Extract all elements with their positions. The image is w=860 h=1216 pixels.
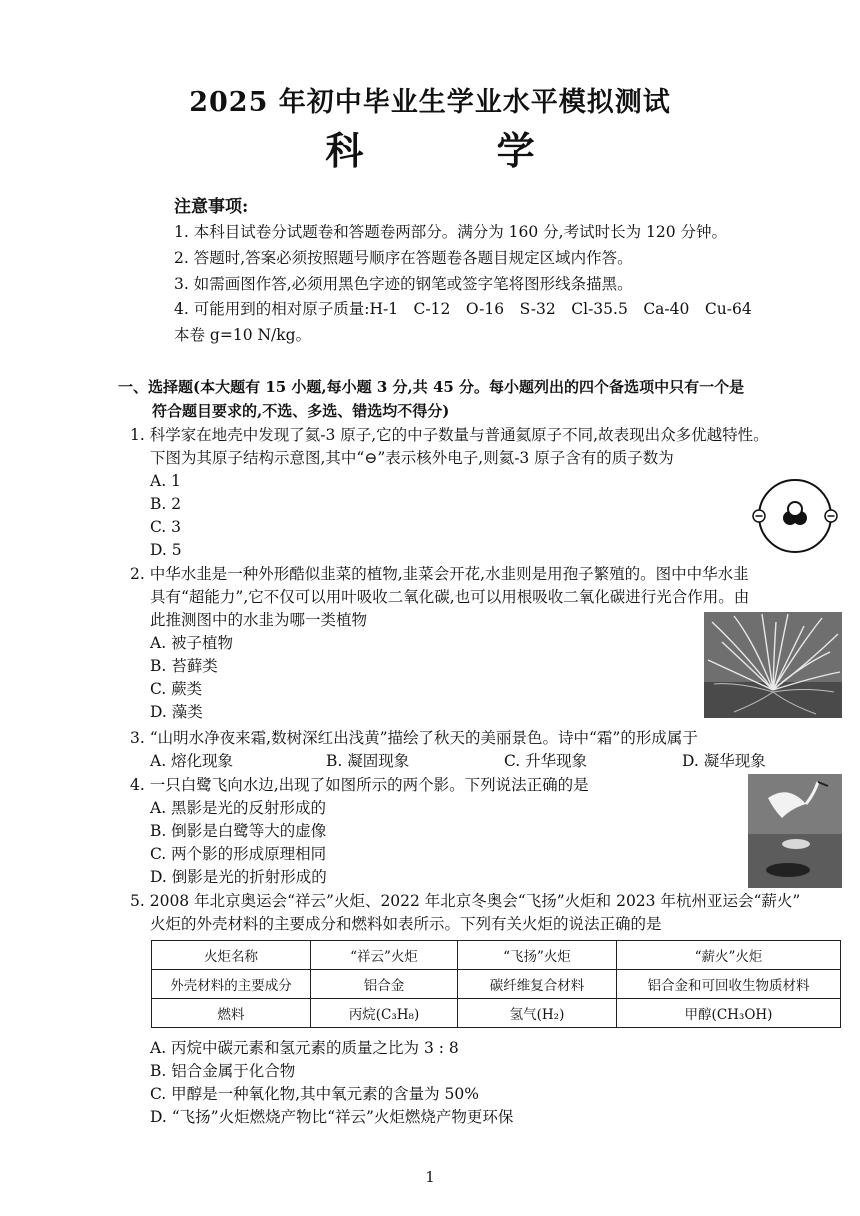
q3-stem: 3. “山明水净夜来霜,数树深红出浅黄”描绘了秋天的美丽景色。诗中“霜”的形成属于 [130, 729, 698, 747]
subject-title: 科 学 [325, 128, 595, 173]
torch-table [151, 940, 841, 1028]
q2-option-c: C. 蕨类 [150, 680, 203, 698]
q2-stem-line1: 2. 中华水韭是一种外形酷似韭菜的植物,韭菜会开花,水韭则是用孢子繁殖的。图中中华水韭 [130, 565, 749, 583]
electron-right-icon [825, 510, 837, 522]
table-row [152, 999, 841, 1028]
q2-option-b: B. 苔藓类 [150, 657, 218, 675]
q1-stem-line1: 1. 科学家在地壳中发现了氦-3 原子,它的中子数量与普通氦原子不同,故表现出众多优越特性。 [130, 426, 769, 444]
notice-item-4: 4. 可能用到的相对原子质量:H-1 C-12 O-16 S-32 Cl-35.5 Ca-40 Cu-64 [174, 300, 752, 318]
table-cell: 火炬名称 [152, 941, 311, 970]
page-number: 1 [425, 1168, 435, 1186]
notice-item-2: 2. 答题时,答案必须按照题号顺序在答题卷各题目规定区域内作答。 [174, 249, 633, 267]
q5-stem-line2: 火炬的外壳材料的主要成分和燃料如表所示。下列有关火炬的说法正确的是 [150, 915, 662, 933]
q2-stem-line2: 具有“超能力”,它不仅可以用叶吸收二氧化碳,也可以用根吸收二氧化碳进行光合作用。由 [150, 588, 750, 606]
notice-heading: 注意事项: [174, 197, 249, 217]
q1-stem-line2: 下图为其原子结构示意图,其中“⊖”表示核外电子,则氦-3 原子含有的质子数为 [150, 449, 674, 467]
q4-option-c: C. 两个影的形成原理相同 [150, 845, 327, 863]
q1-option-c: C. 3 [150, 518, 182, 536]
q3-option-b: B. 凝固现象 [326, 752, 410, 770]
q4-option-b: B. 倒影是白鹭等大的虚像 [150, 822, 327, 840]
q5-option-c: C. 甲醇是一种氧化物,其中氧元素的含量为 50% [150, 1085, 479, 1103]
table-cell: 铝合金和可回收生物质材料 [617, 970, 841, 999]
q3-option-a: A. 熔化现象 [150, 752, 234, 770]
q1-option-a: A. 1 [150, 472, 181, 490]
table-cell: 碳纤维复合材料 [458, 970, 617, 999]
q2-option-a: A. 被子植物 [150, 634, 234, 652]
q2-option-d: D. 藻类 [150, 703, 203, 721]
table-cell: “祥云”火炬 [311, 941, 458, 970]
table-row [152, 941, 841, 970]
table-cell: “薪火”火炬 [617, 941, 841, 970]
table-cell: “飞扬”火炬 [458, 941, 617, 970]
q1-option-b: B. 2 [150, 495, 182, 513]
q5-option-b: B. 铝合金属于化合物 [150, 1062, 296, 1080]
water-quillwort-photo [704, 612, 842, 718]
section-heading-line1: 一、选择题(本大题有 15 小题,每小题 3 分,共 45 分。每小题列出的四个备选项中只有一个是 [118, 378, 745, 396]
table-cell: 铝合金 [311, 970, 458, 999]
table-cell: 丙烷(C₃H₈) [311, 999, 458, 1028]
q3-option-c: C. 升华现象 [504, 752, 588, 770]
egret-photo [748, 774, 842, 888]
q4-option-a: A. 黑影是光的反射形成的 [150, 799, 327, 817]
table-cell: 甲醇(CH₃OH) [617, 999, 841, 1028]
table-cell: 燃料 [152, 999, 311, 1028]
electron-left-icon [753, 510, 765, 522]
atom-structure-diagram [750, 476, 840, 556]
notice-item-3: 3. 如需画图作答,必须用黑色字迹的钢笔或签字笔将图形线条描黑。 [174, 275, 633, 293]
q3-option-d: D. 凝华现象 [682, 752, 766, 770]
notice-item-1: 1. 本科目试卷分试题卷和答题卷两部分。满分为 160 分,考试时长为 120 分钟。 [174, 223, 728, 241]
q4-option-d: D. 倒影是光的折射形成的 [150, 868, 327, 886]
exam-title: 2025 年初中毕业生学业水平模拟测试 [189, 87, 671, 118]
q5-option-d: D. “飞扬”火炬燃烧产物比“祥云”火炬燃烧产物更环保 [150, 1108, 514, 1126]
notice-item-5: 本卷 g=10 N/kg。 [174, 326, 312, 344]
q4-stem: 4. 一只白鹭飞向水边,出现了如图所示的两个影。下列说法正确的是 [130, 776, 589, 794]
q5-option-a: A. 丙烷中碳元素和氢元素的质量之比为 3 : 8 [150, 1039, 459, 1057]
q2-stem-line3: 此推测图中的水韭为哪一类植物 [150, 611, 368, 629]
nucleus-particle-3 [788, 502, 802, 516]
table-row [152, 970, 841, 999]
q5-stem-line1: 5. 2008 年北京奥运会“祥云”火炬、2022 年北京冬奥会“飞扬”火炬和 2023 年杭州亚运会“薪火” [130, 892, 801, 910]
table-cell: 氢气(H₂) [458, 999, 617, 1028]
section-heading-line2: 符合题目要求的,不选、多选、错选均不得分) [152, 402, 450, 420]
q1-option-d: D. 5 [150, 541, 182, 559]
table-cell: 外壳材料的主要成分 [152, 970, 311, 999]
